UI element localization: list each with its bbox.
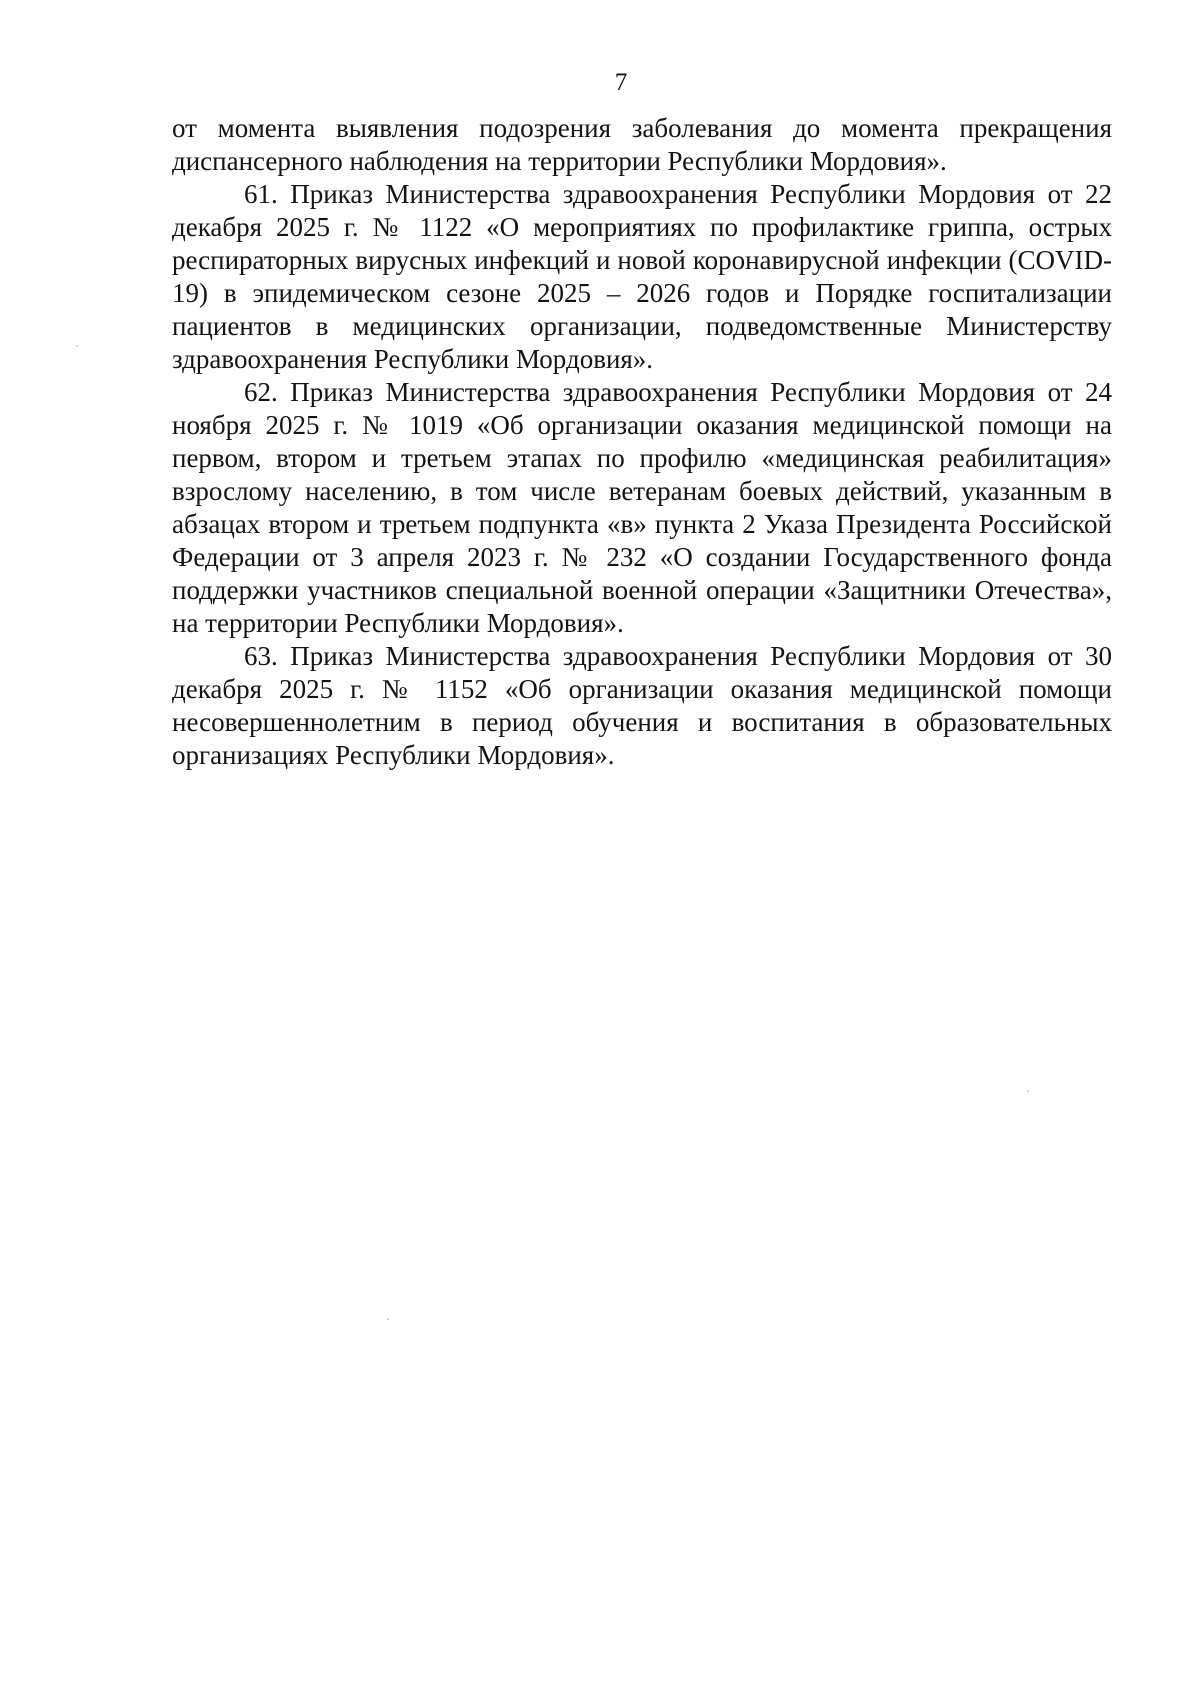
document-body (172, 112, 1112, 772)
scan-speck (76, 345, 78, 347)
paragraph-item-61: 61. Приказ Министерства здравоохранения Республики Мордовия от 22 декабря 2025 г. № 1122 «О мероприятиях по профилактике гриппа, острых респираторных вирусных инфекций и новой коронавирусной инфекции (COVID-19) в эпидемическом сезоне 2025 – 2026 годов и Порядке госпитализации пациентов в медицинских организации, подведомственные Министерству здравоохранения Республики Мордовия». (172, 179, 1112, 374)
paragraph-item-62: 62. Приказ Министерства здравоохранения Республики Мордовия от 24 ноября 2025 г. № 1019 «Об организации оказания медицинской помощи на первом, втором и третьем этапах по профилю «медицинская реабилитация» взрослому населению, в том числе ветеранам боевых действий, указанным в абзацах втором и третьем подпункта «в» пункта 2 Указа Президента Российской Федерации от 3 апреля 2023 г. № 232 «О создании Государственного фонда поддержки участников специальной военной операции «Защитники Отечества», на территории Республики Мордовия». (172, 377, 1112, 638)
scan-speck (1027, 1090, 1029, 1092)
paragraph-item-63: 63. Приказ Министерства здравоохранения Республики Мордовия от 30 декабря 2025 г. № 1152 «Об организации оказания медицинской помощи несовершеннолетним в период обучения и воспитания в образовательных организациях Республики Мордовия». (172, 641, 1112, 770)
scan-speck (387, 1318, 389, 1320)
page-number: 7 (614, 69, 628, 96)
paragraph-continuation: от момента выявления подозрения заболевания до момента прекращения диспансерного наблюдения на территории Республики Мордовия». (172, 113, 1112, 176)
